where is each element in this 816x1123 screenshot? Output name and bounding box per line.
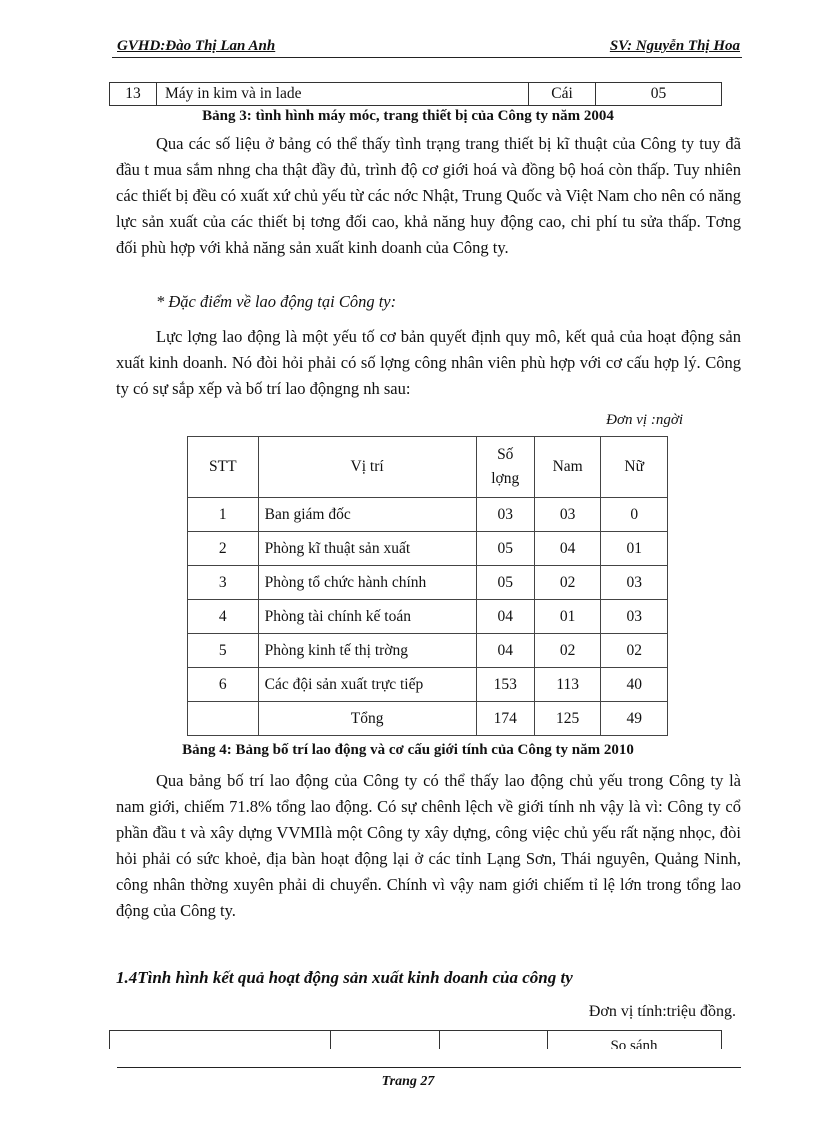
col-header-position: Vị trí [258,437,476,498]
cell-stt [188,702,259,736]
caption-table-4: Bảng 4: Bảng bố trí lao động và cơ cấu giới tính của Công ty năm 2010 [182,742,634,758]
cell-total-count: 174 [476,702,534,736]
cell-female: 0 [601,498,668,532]
table-row [188,634,668,668]
next-table-stub [109,1030,722,1049]
cell-count: 05 [476,566,534,600]
table-row [188,566,668,600]
cell-female: 02 [601,634,668,668]
page-number: Trang 27 [381,1074,435,1089]
cell-name: Máy in kim và in lade [157,83,529,106]
cell-position: Phòng tổ chức hành chính [258,566,476,600]
cell-female: 03 [601,600,668,634]
header-supervisor: GVHD:Đào Thị Lan Anh [117,38,276,54]
paragraph-text: Qua các số liệu ở bảng có thể thấy tình trạng trang thiết bị kĩ thuật của Công ty tuy đã đầu t mua sắm nhng cha thật đầy đủ, trình độ cơ giới hoá và đồng bộ hoá còn thấp. Tuy nhiên các thiết bị đều có xuất xứ chủ yếu từ các nớc Nhật, Trung Quốc và Việt Nam cho nên có năng lực sản xuất của các thiết bị tơng đối cao, khả năng huy động cao, chi phí tu sửa thấp. Tơng đối phù hợp với khả năng sản xuất kinh doanh của Công ty. [116,134,741,257]
table-row [188,600,668,634]
table-border [439,1031,440,1049]
col-header-female: Nữ [601,437,668,498]
cell-position: Các đội sản xuất trực tiếp [258,668,476,702]
col-header-stt: STT [188,437,259,498]
cell-male: 02 [534,634,601,668]
cell-male: 01 [534,600,601,634]
cell-stt: 6 [188,668,259,702]
cell-unit: Cái [529,83,596,106]
paragraph-equipment [116,131,741,261]
table-border [721,1031,722,1049]
col-header-count: Số lợng [476,437,534,498]
table-row [188,668,668,702]
table-row [188,498,668,532]
cell-total-female: 49 [601,702,668,736]
cell-qty: 05 [596,83,722,106]
cell-total-label: Tổng [258,702,476,736]
paragraph-analysis [116,768,741,924]
cell-count: 04 [476,600,534,634]
cell-stt: 2 [188,532,259,566]
table-total-row [188,702,668,736]
table-header-row [188,437,668,498]
unit-label-people: Đơn vị :ngời [606,412,683,428]
cell-male: 03 [534,498,601,532]
table-border [330,1031,331,1049]
cell-position: Phòng tài chính kế toán [258,600,476,634]
section-heading: 1.4Tình hình kết quả hoạt động sản xuất kinh doanh của công ty [116,968,573,987]
cell-count: 04 [476,634,534,668]
cell-male: 02 [534,566,601,600]
header-student: SV: Nguyễn Thị Hoa [609,38,740,54]
cell-count: 05 [476,532,534,566]
cell-position: Ban giám đốc [258,498,476,532]
header-rule [112,57,742,58]
cell-stt: 1 [188,498,259,532]
equipment-table-last-row [109,82,722,106]
cell-count: 03 [476,498,534,532]
cell-stt: 13 [110,83,157,106]
table-row [110,83,722,106]
table-row [188,532,668,566]
paragraph-text: Qua bảng bố trí lao động của Công ty có thể thấy lao động chủ yếu trong Công ty là nam giới, chiếm 71.8% tổng lao động. Có sự chênh lệch về giới tính nh vậy là vì: Công ty cổ phần đầu t và xây dựng VVMIlà một Công ty xây dựng, công việc chủ yếu rất nặng nhọc, đòi hỏi phải có sức khoẻ, địa bàn hoạt động lại ở các tỉnh Lạng Sơn, Thái nguyên, Quảng Ninh, công nhân thờng xuyên phải di chuyển. Chính vì vậy nam giới chiếm tỉ lệ lớn trong tổng lao động của Công ty. [116,771,741,920]
paragraph-labor [116,324,741,402]
cell-male: 04 [534,532,601,566]
cell-female: 01 [601,532,668,566]
footer-rule [117,1067,741,1068]
table-border [109,1031,110,1049]
labor-subheading: * Đặc điểm về lao động tại Công ty: [156,292,397,311]
cell-female: 40 [601,668,668,702]
cell-total-male: 125 [534,702,601,736]
cell-position: Phòng kĩ thuật sản xuất [258,532,476,566]
labor-table [187,436,668,736]
cell-stt: 4 [188,600,259,634]
paragraph-text: Lực lợng lao động là một yếu tố cơ bản quyết định quy mô, kết quả của hoạt động sản xuất kinh doanh. Nó đòi hỏi phải có số lợng công nhân viên phù hợp với cơ cấu hợp lý. Công ty có sự sắp xếp và bố trí lao độngng nh sau: [116,327,741,398]
cell-female: 03 [601,566,668,600]
unit-label-money: Đơn vị tính:triệu đồng. [588,1003,736,1020]
caption-table-3: Bảng 3: tình hình máy móc, trang thiết bị của Công ty năm 2004 [202,108,614,124]
cell-position: Phòng kinh tế thị trờng [258,634,476,668]
cell-male: 113 [534,668,601,702]
cell-stt: 5 [188,634,259,668]
cell-count: 153 [476,668,534,702]
cell-stt: 3 [188,566,259,600]
col-header-male: Nam [534,437,601,498]
next-table-header-compare: So sánh [610,1038,658,1049]
